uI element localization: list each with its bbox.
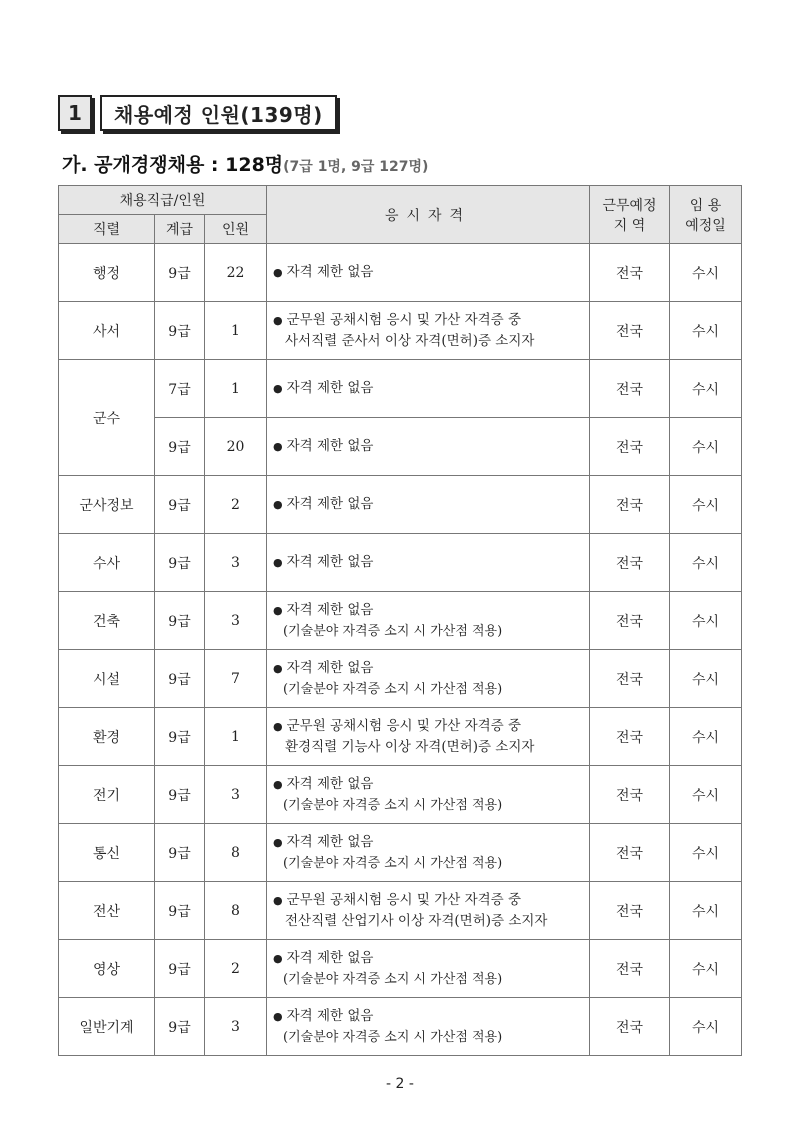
- qualification-line: [273, 262, 589, 283]
- qualification-line: [273, 716, 589, 737]
- qualification-line: [273, 310, 589, 331]
- cell-region: 전국: [590, 766, 670, 824]
- bullet-icon: ●: [273, 661, 283, 675]
- header-date: [670, 186, 742, 244]
- qualification-line: [273, 948, 589, 969]
- qualification-line: [273, 600, 589, 621]
- cell-region: 전국: [590, 824, 670, 882]
- cell-series: 수사: [59, 534, 155, 592]
- cell-qualification: [267, 998, 590, 1056]
- cell-series: 사서: [59, 302, 155, 360]
- cell-grade: 9급: [155, 534, 205, 592]
- cell-region: 전국: [590, 244, 670, 302]
- subsection-title: 가. 공개경쟁채용 : 128명: [62, 154, 284, 176]
- qualification-line: [273, 774, 589, 795]
- cell-region: 전국: [590, 650, 670, 708]
- cell-series: 건축: [59, 592, 155, 650]
- cell-count: 3: [205, 998, 267, 1056]
- qualification-line: [273, 890, 589, 911]
- cell-qualification: [267, 244, 590, 302]
- cell-series: 통신: [59, 824, 155, 882]
- cell-grade: 9급: [155, 650, 205, 708]
- cell-date: 수시: [670, 592, 742, 650]
- cell-count: 22: [205, 244, 267, 302]
- cell-series: 군수: [59, 360, 155, 476]
- header-grade: 계급: [155, 215, 205, 244]
- cell-region: 전국: [590, 882, 670, 940]
- bullet-icon: ●: [273, 777, 283, 791]
- cell-date: 수시: [670, 534, 742, 592]
- cell-count: 1: [205, 708, 267, 766]
- bullet-icon: ●: [273, 719, 283, 733]
- cell-region: 전국: [590, 302, 670, 360]
- cell-count: 3: [205, 592, 267, 650]
- section-heading: [58, 95, 337, 131]
- qualification-line: [273, 378, 589, 399]
- table-row: [59, 998, 742, 1056]
- header-date-line1: 임 용: [689, 197, 722, 214]
- cell-qualification: [267, 360, 590, 418]
- qualification-line: [273, 658, 589, 679]
- recruitment-table: [58, 185, 742, 1056]
- qualification-text: 자격 제한 없음: [286, 659, 374, 676]
- cell-qualification: [267, 766, 590, 824]
- qualification-text: 자격 제한 없음: [286, 496, 374, 512]
- cell-qualification: [267, 418, 590, 476]
- cell-grade: 9급: [155, 766, 205, 824]
- cell-date: 수시: [670, 940, 742, 998]
- qualification-note: (기술분야 자격증 소지 시 가산점 적용): [283, 797, 503, 813]
- cell-region: 전국: [590, 940, 670, 998]
- cell-grade: 9급: [155, 940, 205, 998]
- cell-series: 시설: [59, 650, 155, 708]
- qualification-text: 전산직렬 산업기사 이상 자격(면허)증 소지자: [285, 912, 548, 929]
- cell-date: 수시: [670, 650, 742, 708]
- qualification-note: (기술분야 자격증 소지 시 가산점 적용): [283, 855, 503, 871]
- cell-date: 수시: [670, 476, 742, 534]
- bullet-icon: ●: [273, 893, 283, 907]
- bullet-icon: ●: [273, 951, 283, 965]
- header-date-line2: 예정일: [685, 217, 726, 234]
- table-row: [59, 766, 742, 824]
- table-row: [59, 534, 742, 592]
- cell-qualification: [267, 940, 590, 998]
- table-row: [59, 302, 742, 360]
- cell-count: 8: [205, 824, 267, 882]
- cell-date: 수시: [670, 882, 742, 940]
- subsection-detail: (7급 1명, 9급 127명): [283, 159, 429, 175]
- bullet-icon: ●: [273, 440, 283, 453]
- table-row: [59, 360, 742, 418]
- qualification-text: 자격 제한 없음: [286, 264, 374, 280]
- qualification-line: [273, 832, 589, 853]
- qualification-line: [273, 331, 589, 352]
- qualification-text: 환경직렬 기능사 이상 자격(면허)증 소지자: [285, 738, 535, 755]
- cell-grade: 9급: [155, 998, 205, 1056]
- cell-region: 전국: [590, 708, 670, 766]
- table-row: [59, 940, 742, 998]
- cell-grade: 9급: [155, 244, 205, 302]
- cell-count: 20: [205, 418, 267, 476]
- qualification-note: (기술분야 자격증 소지 시 가산점 적용): [283, 971, 503, 987]
- header-qualification: 응시자격: [267, 186, 590, 244]
- table-row: [59, 824, 742, 882]
- qualification-text: 군무원 공채시험 응시 및 가산 자격증 중: [286, 311, 522, 328]
- qualification-line: [273, 552, 589, 573]
- table-row: [59, 418, 742, 476]
- cell-series: 영상: [59, 940, 155, 998]
- cell-qualification: [267, 650, 590, 708]
- section-title: 채용예정 인원(139명): [100, 95, 337, 131]
- table-body: [59, 244, 742, 1056]
- cell-region: 전국: [590, 592, 670, 650]
- cell-series: 군사정보: [59, 476, 155, 534]
- bullet-icon: ●: [273, 603, 283, 617]
- cell-qualification: [267, 592, 590, 650]
- cell-grade: 9급: [155, 882, 205, 940]
- cell-count: 3: [205, 766, 267, 824]
- cell-count: 2: [205, 476, 267, 534]
- qualification-text: 군무원 공채시험 응시 및 가산 자격증 중: [286, 717, 522, 734]
- qualification-line: [273, 911, 589, 932]
- header-series: 직렬: [59, 215, 155, 244]
- bullet-icon: ●: [273, 835, 283, 849]
- cell-grade: 9급: [155, 592, 205, 650]
- qualification-note: (기술분야 자격증 소지 시 가산점 적용): [283, 623, 503, 639]
- cell-qualification: [267, 534, 590, 592]
- table-row: [59, 476, 742, 534]
- cell-grade: 9급: [155, 824, 205, 882]
- qualification-note: (기술분야 자격증 소지 시 가산점 적용): [283, 681, 503, 697]
- page-number: - 2 -: [386, 1076, 414, 1092]
- cell-qualification: [267, 708, 590, 766]
- cell-qualification: [267, 824, 590, 882]
- qualification-text: 자격 제한 없음: [286, 380, 374, 396]
- table-row: [59, 592, 742, 650]
- qualification-line: [273, 494, 589, 515]
- qualification-text: 자격 제한 없음: [286, 601, 374, 618]
- cell-count: 1: [205, 302, 267, 360]
- cell-region: 전국: [590, 998, 670, 1056]
- qualification-text: 자격 제한 없음: [286, 833, 374, 850]
- bullet-icon: ●: [273, 1009, 283, 1023]
- cell-qualification: [267, 476, 590, 534]
- cell-series: 전산: [59, 882, 155, 940]
- qualification-text: 자격 제한 없음: [286, 1007, 374, 1024]
- table-row: [59, 650, 742, 708]
- bullet-icon: ●: [273, 498, 283, 511]
- cell-qualification: [267, 882, 590, 940]
- cell-date: 수시: [670, 766, 742, 824]
- qualification-text: 자격 제한 없음: [286, 438, 374, 454]
- cell-series: 행정: [59, 244, 155, 302]
- cell-date: 수시: [670, 708, 742, 766]
- cell-region: 전국: [590, 418, 670, 476]
- cell-count: 7: [205, 650, 267, 708]
- qualification-line: [273, 1006, 589, 1027]
- bullet-icon: ●: [273, 313, 283, 327]
- cell-region: 전국: [590, 360, 670, 418]
- header-count: 인원: [205, 215, 267, 244]
- bullet-icon: ●: [273, 266, 283, 279]
- cell-count: 3: [205, 534, 267, 592]
- cell-series: 일반기계: [59, 998, 155, 1056]
- section-number: 1: [58, 95, 92, 131]
- cell-count: 1: [205, 360, 267, 418]
- cell-date: 수시: [670, 302, 742, 360]
- cell-date: 수시: [670, 998, 742, 1056]
- cell-count: 2: [205, 940, 267, 998]
- cell-series: 전기: [59, 766, 155, 824]
- qualification-text: 자격 제한 없음: [286, 775, 374, 792]
- cell-date: 수시: [670, 244, 742, 302]
- cell-date: 수시: [670, 418, 742, 476]
- cell-qualification: [267, 302, 590, 360]
- cell-grade: 9급: [155, 418, 205, 476]
- cell-grade: 7급: [155, 360, 205, 418]
- qualification-text: 사서직렬 준사서 이상 자격(면허)증 소지자: [285, 332, 535, 349]
- table-row: [59, 882, 742, 940]
- qualification-note: (기술분야 자격증 소지 시 가산점 적용): [283, 1029, 503, 1045]
- qualification-text: 자격 제한 없음: [286, 554, 374, 570]
- cell-grade: 9급: [155, 708, 205, 766]
- bullet-icon: ●: [273, 382, 283, 395]
- cell-date: 수시: [670, 360, 742, 418]
- cell-region: 전국: [590, 534, 670, 592]
- qualification-text: 자격 제한 없음: [286, 949, 374, 966]
- header-region-line2: 지 역: [613, 217, 646, 234]
- qualification-line: [273, 737, 589, 758]
- table-row: [59, 708, 742, 766]
- qualification-line: [273, 436, 589, 457]
- cell-grade: 9급: [155, 302, 205, 360]
- qualification-text: 군무원 공채시험 응시 및 가산 자격증 중: [286, 891, 522, 908]
- cell-count: 8: [205, 882, 267, 940]
- header-region: [590, 186, 670, 244]
- header-group: 채용직급/인원: [59, 186, 267, 215]
- cell-grade: 9급: [155, 476, 205, 534]
- cell-region: 전국: [590, 476, 670, 534]
- subsection-heading: [62, 150, 428, 177]
- bullet-icon: ●: [273, 556, 283, 569]
- header-region-line1: 근무예정: [602, 197, 657, 214]
- cell-date: 수시: [670, 824, 742, 882]
- cell-series: 환경: [59, 708, 155, 766]
- table-row: [59, 244, 742, 302]
